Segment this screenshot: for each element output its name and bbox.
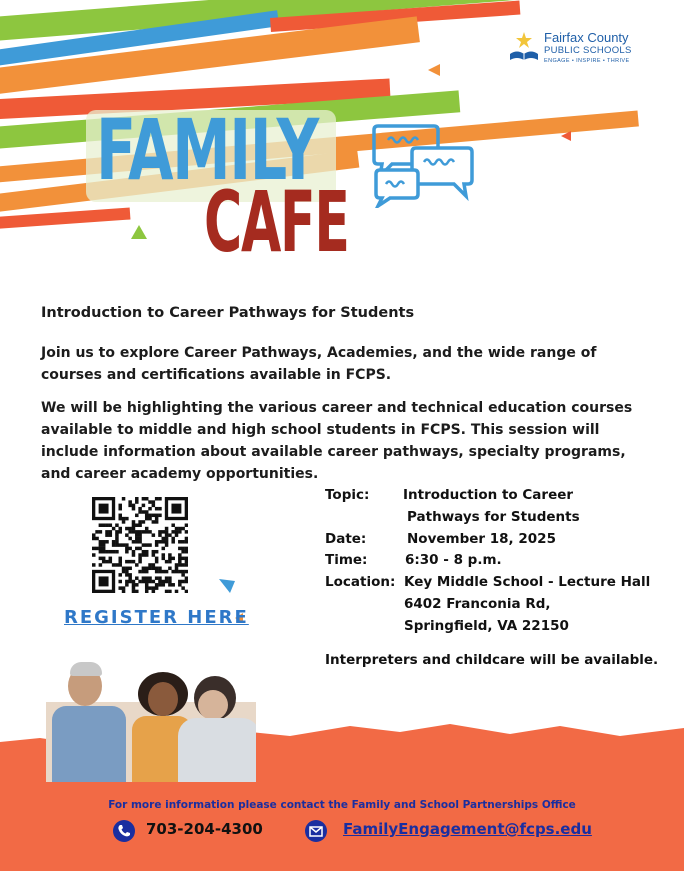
triangle-orange-icon — [426, 62, 442, 78]
intro-paragraph-1: Join us to explore Career Pathways, Academies, and the wide range of courses and certifications available in FCPS. — [41, 345, 597, 383]
topic-label: Topic: — [325, 487, 370, 503]
fcps-logo — [508, 30, 658, 70]
person-left — [52, 662, 122, 782]
contact-info-text: For more information please contact the Family and School Partnerships Office — [108, 799, 576, 811]
location-line-3: Springfield, VA 22150 — [404, 618, 569, 634]
title-cafe: CAFE — [204, 173, 349, 271]
logo-tagline: ENGAGE • INSPIRE • THRIVE — [544, 58, 630, 64]
person-right — [174, 676, 256, 782]
qr-code[interactable] — [92, 497, 188, 593]
phone-number: 703-204-4300 — [146, 820, 263, 838]
logo-subname: PUBLIC SCHOOLS — [544, 45, 632, 56]
time-value: 6:30 - 8 p.m. — [405, 552, 502, 568]
services-note: Interpreters and childcare will be available. — [325, 652, 659, 668]
speech-bubbles-icon — [368, 122, 478, 208]
book-lamp-icon — [508, 32, 542, 64]
triangle-green-icon — [130, 224, 148, 240]
title-family: FAMILY — [96, 101, 318, 199]
topic-value-line-2: Pathways for Students — [407, 509, 580, 525]
intro-heading: Introduction to Career Pathways for Students — [41, 305, 415, 321]
register-link[interactable]: REGISTER HERE — [64, 607, 249, 628]
date-value: November 18, 2025 — [407, 531, 556, 547]
date-label: Date: — [325, 531, 367, 547]
people-photo — [46, 662, 256, 782]
intro-paragraph-2: We will be highlighting the various career and technical education courses available to middle and high school students in FCPS. This session will include information about available career pathways, specialty programs, and career academy opportunities. — [41, 400, 633, 482]
phone-icon — [113, 820, 135, 842]
triangle-red-icon — [560, 130, 572, 142]
email-link[interactable]: FamilyEngagement@fcps.edu — [343, 820, 592, 838]
location-line-2: 6402 Franconia Rd, — [404, 596, 551, 612]
logo-name: Fairfax County — [544, 30, 629, 45]
location-line-1: Key Middle School - Lecture Hall — [404, 574, 651, 590]
envelope-icon — [305, 820, 327, 842]
topic-value-line-1: Introduction to Career — [403, 487, 574, 503]
triangle-blue-icon — [218, 578, 236, 594]
time-label: Time: — [325, 552, 368, 568]
location-label: Location: — [325, 574, 396, 590]
stripe-red-2 — [0, 208, 130, 230]
